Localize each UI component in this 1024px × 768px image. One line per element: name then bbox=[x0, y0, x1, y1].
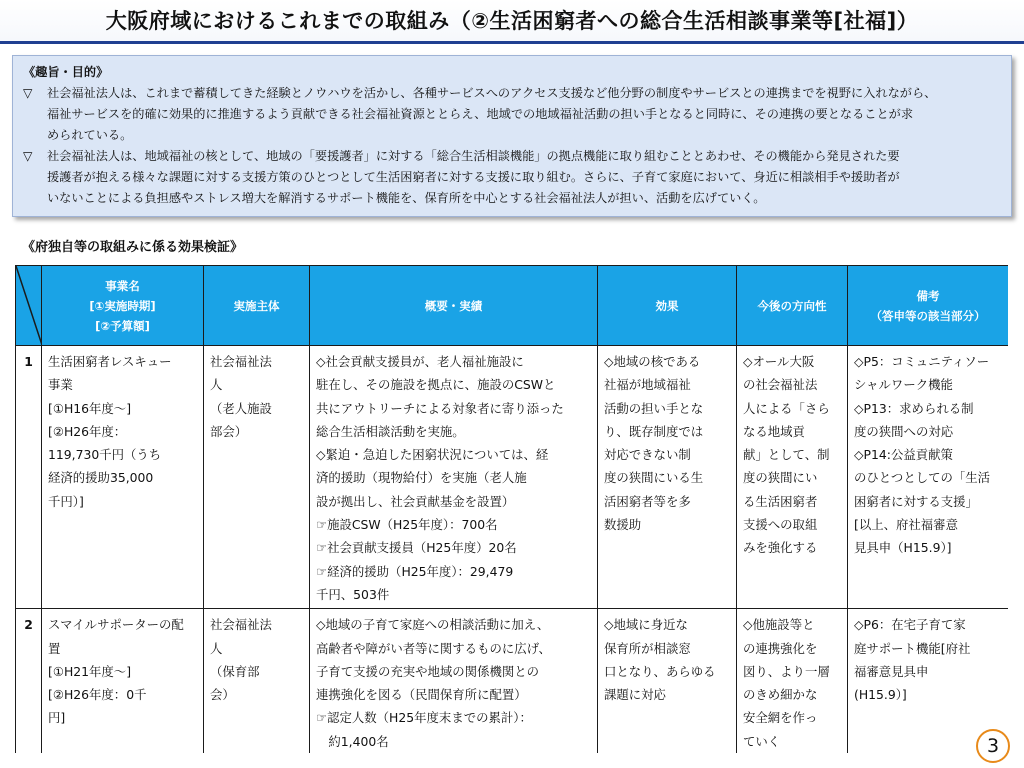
cell-line: 経済的援助35,000 bbox=[48, 470, 154, 486]
cell-line: 困窮者に対する支援」 bbox=[854, 493, 978, 509]
purpose-paragraph-2 bbox=[23, 146, 1001, 209]
cell-line: 高齢者や障がい者等に関するものに広げ、 bbox=[316, 640, 551, 656]
header-name-line: [②予算額] bbox=[95, 318, 150, 333]
cell-line: ◇社会貢献支援員が、老人福祉施設に bbox=[316, 354, 524, 369]
cell-line: 献」として、制 bbox=[743, 447, 830, 463]
cell-line: 庭サポート機能[府社 bbox=[854, 640, 971, 656]
purpose-heading: 《趣旨・目的》 bbox=[23, 65, 109, 79]
table-row bbox=[16, 346, 1009, 609]
cell-line: のひとつとしての「生活 bbox=[854, 470, 991, 486]
header-business-name bbox=[42, 266, 204, 346]
cell-line: ◇P13：求められる制 bbox=[854, 400, 974, 416]
cell-line: ◇P5：コミュニティソー bbox=[854, 354, 990, 369]
cell-line: 社会福祉法 bbox=[210, 354, 272, 369]
cell-line: 円] bbox=[48, 710, 66, 726]
cell-summary bbox=[310, 346, 598, 609]
cell-line: の社会福祉法 bbox=[743, 377, 818, 393]
cell-line: 数援助 bbox=[604, 517, 642, 533]
cell-line: ☞施設CSW（H25年度）：700名 bbox=[316, 517, 498, 533]
cell-line: シャルワーク機能 bbox=[854, 377, 953, 393]
purpose-line: 援護者が抱える様々な課題に対する支援方策のひとつとして生活困窮者に対する支援に取り組む。さらに、子育て家庭において、身近に相談相手や援助者が bbox=[47, 170, 900, 184]
cell-line: ◇P6：在宅子育て家 bbox=[854, 617, 966, 633]
effect-verification-table bbox=[15, 265, 1008, 753]
cell-line: 生活困窮者レスキュー bbox=[48, 354, 172, 369]
cell-line: ◇オール大阪 bbox=[743, 354, 815, 369]
triangle-bullet-icon: ▽ bbox=[23, 86, 33, 100]
cell-line: り、既存制度では bbox=[604, 423, 704, 439]
cell-line: の連携強化を bbox=[743, 640, 818, 656]
row-number: 2 bbox=[16, 609, 42, 753]
cell-line: 約1,400名 bbox=[316, 733, 389, 749]
header-corner-cell bbox=[16, 266, 42, 346]
cell-line: 置 bbox=[48, 640, 61, 656]
header-entity: 実施主体 bbox=[204, 266, 310, 346]
cell-line: ☞認定人数（H25年度末までの累計）： bbox=[316, 710, 532, 726]
cell-line: 子育て支援の充実や地域の関係機関との bbox=[316, 663, 540, 679]
purpose-line: いないことによる負担感やストレス増大を解消するサポート機能を、保育所を中心とする社会福祉法人が担い、活動を広げていく。 bbox=[47, 191, 766, 205]
cell-line: 連携強化を図る（民間保育所に配置） bbox=[316, 687, 527, 703]
row-number: 1 bbox=[16, 346, 42, 609]
cell-line: ◇地域の核である bbox=[604, 354, 701, 369]
header-effect: 効果 bbox=[598, 266, 737, 346]
cell-line: [以上、府社福審意 bbox=[854, 517, 958, 533]
cell-line: [②H26年度：0千 bbox=[48, 687, 147, 703]
header-remarks-line: 備考 bbox=[916, 288, 940, 303]
cell-line: 安全網を作っ bbox=[743, 710, 818, 726]
cell-line: 口となり、あらゆる bbox=[604, 663, 716, 679]
cell-line: 千円）] bbox=[48, 493, 84, 509]
cell-line: 人 bbox=[210, 377, 223, 393]
purpose-paragraph-1 bbox=[23, 83, 1001, 146]
cell-business-name bbox=[42, 609, 204, 753]
purpose-line: められている。 bbox=[47, 128, 133, 142]
cell-line: 課題に対応 bbox=[604, 687, 666, 703]
cell-line: ◇地域に身近な bbox=[604, 617, 688, 633]
table-row bbox=[16, 609, 1009, 753]
cell-line: 共にアウトリーチによる対象者に寄り添った bbox=[316, 400, 564, 416]
header-name-line: 事業名 bbox=[105, 278, 140, 293]
cell-line: ☞社会貢献支援員（H25年度）20名 bbox=[316, 540, 517, 556]
cell-line: [①H16年度～] bbox=[48, 400, 132, 416]
cell-line: 千円、503件 bbox=[316, 586, 390, 602]
cell-line: ◇P14:公益貢献策 bbox=[854, 447, 953, 463]
cell-line: 済的援助（現物給付）を実施（老人施 bbox=[316, 470, 527, 486]
cell-line: 度の狭間への対応 bbox=[854, 423, 954, 439]
cell-line: のきめ細かな bbox=[743, 687, 818, 703]
cell-line: 駐在し、その施設を拠点に、施設のCSWと bbox=[316, 377, 556, 393]
cell-line: ◇他施設等と bbox=[743, 617, 815, 633]
cell-direction bbox=[737, 346, 848, 609]
page-title: 大阪府域におけるこれまでの取組み（②生活困窮者への総合生活相談事業等[社福]） bbox=[105, 9, 919, 33]
cell-business-name bbox=[42, 346, 204, 609]
cell-line: なる地域貢 bbox=[743, 423, 805, 439]
header-direction: 今後の方向性 bbox=[737, 266, 848, 346]
title-bar bbox=[0, 0, 1024, 44]
cell-line: 119,730千円（うち bbox=[48, 447, 162, 463]
page-number-badge: 3 bbox=[976, 729, 1010, 763]
cell-line: 人 bbox=[210, 640, 223, 656]
cell-effect bbox=[598, 346, 737, 609]
table-header-row bbox=[16, 266, 1009, 346]
cell-line: 見具申（H15.9）] bbox=[854, 540, 952, 556]
purpose-line: 福祉サービスを的確に効果的に推進するよう貢献できる社会福祉資源ととらえ、地域での地域福祉活動の担い手となると同時に、その連携の要となることが求 bbox=[47, 107, 914, 121]
purpose-line: 社会福祉法人は、地域福祉の核として、地域の「要援護者」に対する「総合生活相談機能」の拠点機能に取り組むこととあわせ、その機能から発見された要 bbox=[47, 149, 900, 163]
cell-line: [①H21年度～] bbox=[48, 663, 132, 679]
cell-line: ◇緊迫・急迫した困窮状況については、経 bbox=[316, 447, 549, 463]
cell-line: みを強化する bbox=[743, 540, 818, 556]
cell-line: 部会） bbox=[210, 423, 248, 439]
cell-line: 活困窮者等を多 bbox=[604, 493, 691, 509]
cell-line: [②H26年度： bbox=[48, 423, 127, 439]
cell-remarks bbox=[848, 346, 1009, 609]
cell-line: 支援への取組 bbox=[743, 517, 818, 533]
cell-line: (H15.9）] bbox=[854, 687, 907, 703]
cell-line: （老人施設 bbox=[210, 400, 272, 416]
header-summary: 概要・実績 bbox=[310, 266, 598, 346]
table-container bbox=[15, 265, 1008, 753]
cell-line: （保育部 bbox=[210, 663, 260, 679]
cell-line: ☞経済的援助（H25年度）：29,479 bbox=[316, 563, 514, 579]
cell-line: 福審意見具申 bbox=[854, 663, 929, 679]
cell-line: 設が拠出し、社会貢献基金を設置） bbox=[316, 493, 515, 509]
cell-summary bbox=[310, 609, 598, 753]
header-remarks-line: （答申等の該当部分） bbox=[870, 308, 986, 323]
cell-direction bbox=[737, 609, 848, 753]
cell-line: 人による「さら bbox=[743, 400, 830, 416]
cell-line: 保育所が相談窓 bbox=[604, 640, 691, 656]
cell-line: ◇地域の子育て家庭への相談活動に加え、 bbox=[316, 617, 550, 633]
cell-entity bbox=[204, 346, 310, 609]
cell-line: 事業 bbox=[48, 377, 73, 393]
header-name-line: [①実施時期] bbox=[89, 298, 156, 313]
purpose-box bbox=[12, 55, 1012, 217]
cell-entity bbox=[204, 609, 310, 753]
cell-line: 会） bbox=[210, 687, 235, 703]
cell-line: 社福が地域福祉 bbox=[604, 377, 691, 393]
cell-line: スマイルサポーターの配 bbox=[48, 617, 184, 633]
cell-line: 図り、より一層 bbox=[743, 663, 830, 679]
cell-line: 度の狭間にいる生 bbox=[604, 470, 704, 486]
cell-line: 度の狭間にい bbox=[743, 470, 818, 486]
cell-line: 対応できない制 bbox=[604, 447, 691, 463]
cell-line: る生活困窮者 bbox=[743, 493, 818, 509]
cell-line: 社会福祉法 bbox=[210, 617, 272, 633]
purpose-line: 社会福祉法人は、これまで蓄積してきた経験とノウハウを活かし、各種サービスへのアクセス支援など他分野の制度やサービスとの連携までを視野に入れながら、 bbox=[47, 86, 937, 100]
triangle-bullet-icon: ▽ bbox=[23, 149, 33, 163]
cell-effect bbox=[598, 609, 737, 753]
cell-line: 活動の担い手とな bbox=[604, 400, 704, 416]
cell-line: 総合生活相談活動を実施。 bbox=[316, 423, 465, 439]
cell-line: ていく bbox=[743, 733, 781, 749]
header-remarks bbox=[848, 266, 1009, 346]
section-heading: 《府独自等の取組みに係る効果検証》 bbox=[22, 240, 244, 255]
diagonal-line-icon bbox=[16, 266, 42, 345]
